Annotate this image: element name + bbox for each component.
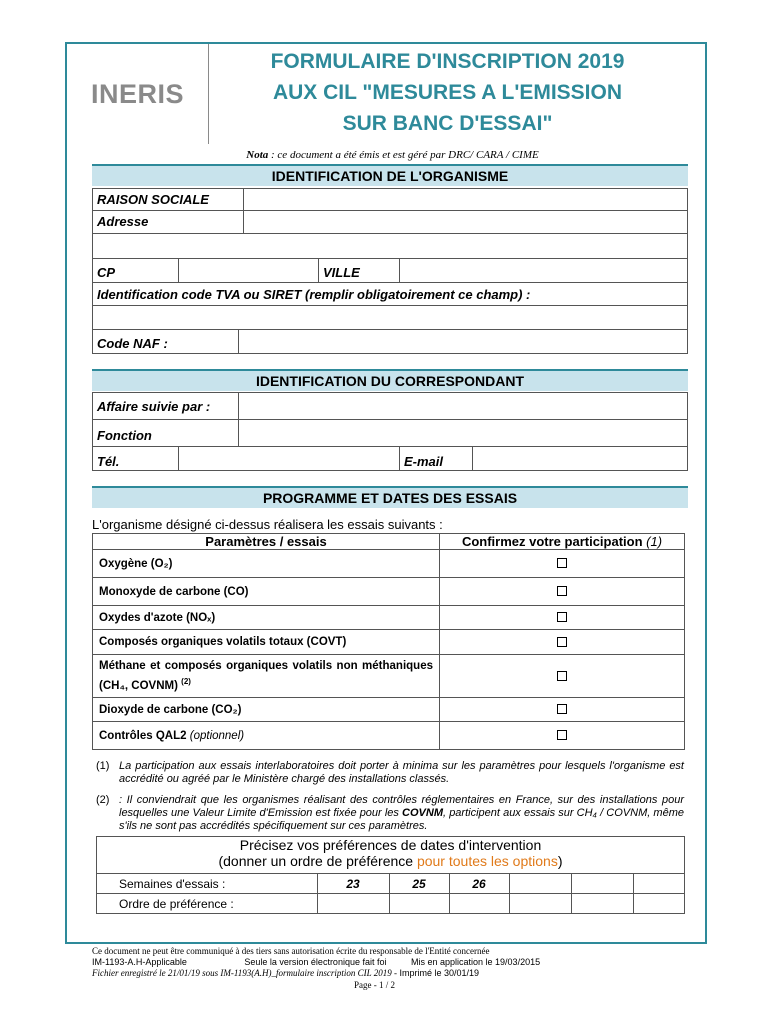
adresse-field[interactable] <box>243 210 688 234</box>
section-correspondant-header: IDENTIFICATION DU CORRESPONDANT <box>92 369 688 391</box>
ineris-logo: INERIS <box>90 78 185 109</box>
ville-field[interactable] <box>399 258 688 283</box>
footnote-2-number: (2) <box>96 794 110 806</box>
checkbox-icon <box>557 586 567 596</box>
param-covnm-label: Méthane et composés organiques volatils non méthaniques (CH₄, COVNM) <box>99 659 433 692</box>
footnote-2-part-b: COVNM <box>402 807 443 819</box>
week-25: 25 <box>389 874 449 894</box>
confirm-col-label: Confirmez votre participation <box>461 533 643 549</box>
checkbox-oxygene[interactable] <box>440 550 685 578</box>
footnote-2-text <box>119 794 684 833</box>
order-label: Ordre de préférence : <box>97 894 317 914</box>
footer-ref-line <box>92 957 692 968</box>
tel-field[interactable] <box>178 446 400 471</box>
checkbox-qal2[interactable] <box>440 722 685 750</box>
order-field-1[interactable] <box>317 894 389 914</box>
date-preferences-box <box>96 836 685 914</box>
checkbox-icon <box>557 671 567 681</box>
checkbox-icon <box>557 637 567 647</box>
footnote-1-text: La participation aux essais interlaboratoires doit porter à minima sur les paramètres pour lesquels l'organisme est accrédité ou agréé par le Ministère chargé des installations classés. <box>119 760 684 785</box>
param-co2: Dioxyde de carbone (CO₂) <box>93 698 440 722</box>
tel-label: Tél. <box>92 446 179 471</box>
params-table <box>92 533 685 750</box>
tva-siret-label: Identification code TVA ou SIRET (remplir obligatoirement ce champ) : <box>92 282 688 306</box>
adresse-field-2[interactable] <box>92 233 688 259</box>
code-naf-field[interactable] <box>238 329 688 354</box>
nota-text: : ce document a été émis et est géré par DRC/ CARA / CIME <box>268 149 539 161</box>
footnote-2 <box>96 794 684 833</box>
raison-sociale-field[interactable] <box>243 188 688 211</box>
week-26: 26 <box>449 874 509 894</box>
param-nox: Oxydes d'azote (NOₓ) <box>93 606 440 630</box>
param-co: Monoxyde de carbone (CO) <box>93 578 440 606</box>
email-field[interactable] <box>472 446 688 471</box>
nota-line <box>95 149 690 161</box>
fonction-label: Fonction <box>92 419 239 447</box>
footer-saved: Fichier enregistré le 21/01/19 sous IM-1193(A.H)_formulaire inscription CIL 2019 - <box>92 968 397 978</box>
page-number: Page - 1 / 2 <box>354 980 395 990</box>
param-covt: Composés organiques volatils totaux (COVT) <box>93 630 440 655</box>
order-field-5[interactable] <box>571 894 633 914</box>
date-preferences-header <box>97 837 684 869</box>
dates-table <box>97 873 684 914</box>
footnote-1-number: (1) <box>96 760 110 772</box>
week-empty-2 <box>571 874 633 894</box>
code-naf-label: Code NAF : <box>92 329 239 354</box>
programme-intro: L'organisme désigné ci-dessus réalisera les essais suivants : <box>92 517 443 532</box>
checkbox-covt[interactable] <box>440 630 685 655</box>
order-field-3[interactable] <box>449 894 509 914</box>
confirm-col-header <box>440 534 685 550</box>
checkbox-co2[interactable] <box>440 698 685 722</box>
checkbox-icon <box>557 612 567 622</box>
cp-field[interactable] <box>178 258 319 283</box>
footer-file-line <box>92 968 692 979</box>
params-col-header: Paramètres / essais <box>93 534 440 550</box>
week-empty-3 <box>633 874 684 894</box>
param-oxygene: Oxygène (O₂) <box>93 550 440 578</box>
order-field-2[interactable] <box>389 894 449 914</box>
nota-label: Nota <box>246 149 269 161</box>
footer-ref: IM-1193-A.H-Applicable <box>92 957 187 967</box>
checkbox-icon <box>557 704 567 714</box>
checkbox-nox[interactable] <box>440 606 685 630</box>
param-covnm-note: (2) <box>181 676 191 686</box>
footnote-2-part-a: : Il conviendrait que les organismes réalisant des contrôles réglementaires en France, sur des installations pour lesquelles une Valeur Limite d'Emission est fixée pour les <box>119 794 684 819</box>
tva-siret-field[interactable] <box>92 305 688 330</box>
checkbox-icon <box>557 730 567 740</box>
order-field-4[interactable] <box>509 894 571 914</box>
ville-label: VILLE <box>318 258 400 283</box>
param-qal2-note: (optionnel) <box>189 729 245 742</box>
footer <box>92 946 692 979</box>
cp-label: CP <box>92 258 179 283</box>
section-programme-header: PROGRAMME ET DATES DES ESSAIS <box>92 486 688 508</box>
footer-printed: Imprimé le 30/01/19 <box>396 968 480 978</box>
weeks-label: Semaines d'essais : <box>97 874 317 894</box>
affaire-field[interactable] <box>238 392 688 420</box>
param-covnm <box>93 655 440 698</box>
section-organisme-header: IDENTIFICATION DE L'ORGANISME <box>92 164 688 186</box>
footer-applic: Mis en application le 19/03/2015 <box>411 957 541 967</box>
pref-sub-b: pour toutes les options <box>416 853 558 869</box>
date-preferences-title: Précisez vos préférences de dates d'intervention <box>239 837 542 853</box>
adresse-label: Adresse <box>92 210 244 234</box>
confirm-col-note: (1) <box>646 533 663 549</box>
title-line-3: SUR BANC D'ESSAI" <box>342 112 553 135</box>
email-label: E-mail <box>399 446 473 471</box>
footer-confidentiality: Ce document ne peut être communiqué à des tiers sans autorisation écrite du responsable de l'Entité concernée <box>92 946 490 956</box>
param-qal2 <box>93 722 440 750</box>
form-title <box>210 46 685 139</box>
week-empty-1 <box>509 874 571 894</box>
logo-cell <box>67 44 209 144</box>
title-line-2: AUX CIL "MESURES A L'EMISSION <box>272 81 623 104</box>
pref-sub-c: ) <box>557 853 563 869</box>
affaire-label: Affaire suivie par : <box>92 392 239 420</box>
footnote-2-part-c: , participent aux essais sur CH₄ / COVNM, même s'ils ne sont pas accrédités spécifiquement sur ces paramètres. <box>119 807 684 832</box>
checkbox-icon <box>557 558 567 568</box>
checkbox-co[interactable] <box>440 578 685 606</box>
order-field-6[interactable] <box>633 894 684 914</box>
week-23: 23 <box>317 874 389 894</box>
param-qal2-label: Contrôles QAL2 <box>99 729 187 742</box>
checkbox-covnm[interactable] <box>440 655 685 698</box>
title-line-1: FORMULAIRE D'INSCRIPTION 2019 <box>270 50 625 73</box>
raison-sociale-label: RAISON SOCIALE <box>92 188 244 211</box>
pref-sub-a: (donner un ordre de préférence <box>218 853 417 869</box>
fonction-field[interactable] <box>238 419 688 447</box>
date-preferences-subtitle <box>97 853 684 869</box>
footer-valid: Seule la version électronique fait foi <box>244 957 387 967</box>
footnote-1 <box>96 760 684 786</box>
